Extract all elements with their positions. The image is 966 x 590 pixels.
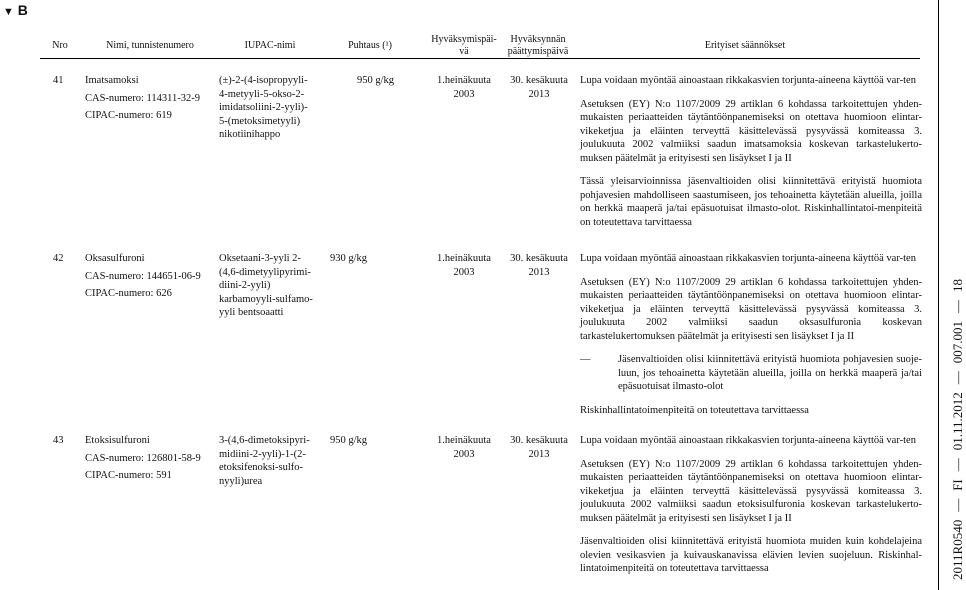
approval-date: 1.heinäkuuta 2003	[437, 75, 491, 100]
purity-value: 930 g/kg	[330, 253, 368, 264]
doc-lang: FI	[950, 479, 965, 491]
cas-number: CAS-numero: 126801-58-9	[85, 452, 201, 464]
approval-date: 1.heinäkuuta 2003	[437, 435, 491, 460]
substance-info	[85, 74, 215, 123]
expiry-date: 30. kesäkuuta 2013	[510, 253, 568, 278]
expiry-date: 30. kesäkuuta 2013	[510, 435, 568, 460]
cas-number: CAS-numero: 144651-06-9	[85, 270, 201, 282]
iupac-name: 3-(4,6-dimetoksipyri- midiini-2-yyli)-1-(2- etoksifenoksi-sulfo- nyyli)urea	[219, 435, 310, 487]
header-purity: Puhtaus (¹)	[348, 40, 392, 51]
substance-name: Imatsamoksi	[85, 75, 139, 86]
purity-value: 950 g/kg	[357, 75, 395, 86]
page-number: 18	[950, 278, 965, 292]
cipac-number: CIPAC-numero: 626	[85, 288, 172, 299]
provision-paragraph: Asetuksen (EY) N:o 1107/2009 29 artiklan 6 kohdassa tarkoitettujen yhden-mukaisten periaatteiden täytäntöönpanemiseksi on otettava huomioon elintar-vikeketjua ja eläinten terveyttä käsittelevässä pysyvässä komiteassa 3. joulukuuta 2002 valmiiksi saadun imatsamoksia koskevan tarkastelukerto-muksen päätelmät ja erityisesti sen lisäykset I ja II	[580, 98, 922, 164]
provision-list-item	[580, 353, 922, 394]
header-nro: Nro	[52, 40, 68, 51]
row-number: 41	[53, 75, 64, 86]
iupac-name: Oksetaani-3-yyli 2- (4,6-dimetyylipyrimi- diini-2-yyli) karbamoyyli-sulfamo- yyli bentsoaatti	[219, 253, 313, 318]
substance-info	[85, 434, 215, 483]
specific-provisions	[580, 434, 922, 576]
provision-paragraph: Asetuksen (EY) N:o 1107/2009 29 artiklan 6 kohdassa tarkoitettujen yhden-mukaisten periaatteiden täytäntöönpanemiseksi on otettava huomioon elintar-vikeketjua ja eläinten terveyttä käsittelevässä pysyvässä komiteassa 3. joulukuuta 2002 valmiiksi saadun oksasulfuronia koskevan tarkastelukertomuksen päätelmät ja erityisesti sen lisäykset I ja II	[580, 276, 922, 342]
substance-name: Oksasulfuroni	[85, 253, 145, 264]
header-expiry-date: Hyväksynnän päättymispäivä	[507, 34, 569, 57]
provision-paragraph: Lupa voidaan myöntää ainoastaan rikkakasvien torjunta-aineena käyttöä var-ten	[580, 435, 916, 446]
header-iupac: IUPAC-nimi	[244, 40, 296, 51]
iupac-name: (±)-2-(4-isopropyyli- 4-metyyli-5-okso-2- imidatsoliini-2-yyli)- 5-(metoksimetyyli) nikotiinihappo	[219, 75, 308, 140]
provision-paragraph: Tässä yleisarvioinnissa jäsenvaltioiden olisi kiinnitettävä erityistä huomiota pohjavesien mahdolliseen saastumiseen, jos tehoainetta käytetään alueilla, joilla on herkkä maaperä ja/tai epäsuotuisat ilmasto-olot. Riskinhallintatoi-menpiteitä on toteutettava tarvittaessa	[580, 176, 922, 228]
cipac-number: CIPAC-numero: 619	[85, 110, 172, 121]
provision-paragraph: Asetuksen (EY) N:o 1107/2009 29 artiklan 6 kohdassa tarkoitettujen yhden-mukaisten periaatteiden täytäntöönpanemiseksi on otettava huomioon elintar-vikeketjua ja eläinten terveyttä käsittelevässä pysyvässä komiteassa 3. joulukuuta 2002 valmiiksi saadun etoksisulfuronia koskevan tarkastelukerto-muksen päätelmät ja erityisesti sen lisäykset I ja II	[580, 458, 922, 524]
doc-version: 007.001	[950, 320, 965, 364]
provision-paragraph: Jäsenvaltioiden olisi kiinnitettävä erityistä huomiota muiden kuin kohdelajeina olevien vesikasvien ja kuivauskanavissa elävien levien suojeluun. Riskinhal-lintatoimenpiteitä on toteutettava tarvittaessa	[580, 536, 922, 574]
header-provisions: Erityiset säännökset	[704, 40, 786, 51]
header-approval-date: Hyväksymispäi- vä	[431, 34, 497, 57]
list-dash: —	[580, 354, 591, 365]
header-name: Nimi, tunnistenumero	[106, 40, 194, 51]
doc-date: 01.11.2012	[950, 392, 965, 451]
row-number: 42	[53, 253, 64, 264]
amendment-marker	[3, 2, 28, 18]
cipac-number: CIPAC-numero: 591	[85, 470, 172, 481]
provision-paragraph: Lupa voidaan myöntää ainoastaan rikkakasvien torjunta-aineena käyttöä var-ten	[580, 75, 916, 86]
specific-provisions	[580, 74, 922, 229]
provision-paragraph: Jäsenvaltioiden olisi kiinnitettävä erityistä huomiota pohjavesien suoje-luun, jos tehoainetta käytetään alueilla, joilla on herkkä maaperä ja/tai epäsuotuisat ilmasto-olot	[618, 354, 922, 392]
provision-paragraph: Riskinhallintatoimenpiteitä on toteutettava tarvittaessa	[580, 404, 809, 416]
specific-provisions	[580, 252, 922, 417]
expiry-date: 30. kesäkuuta 2013	[510, 75, 568, 100]
substance-name: Etoksisulfuroni	[85, 435, 150, 446]
purity-value: 950 g/kg	[330, 435, 368, 446]
provision-paragraph: Lupa voidaan myöntää ainoastaan rikkakasvien torjunta-aineena käyttöä var-ten	[580, 253, 916, 264]
amendment-letter: B	[17, 2, 28, 18]
approval-date: 1.heinäkuuta 2003	[437, 253, 491, 278]
substance-info	[85, 252, 215, 301]
row-number: 43	[53, 435, 64, 446]
side-divider	[938, 0, 939, 590]
cas-number: CAS-numero: 114311-32-9	[85, 92, 201, 104]
side-reference: 2011R0540—FI—01.11.2012—007.001—18	[950, 278, 965, 580]
doc-code: 2011R0540	[950, 519, 965, 580]
triangle-down-icon: ▼	[3, 6, 14, 18]
header-rule	[40, 58, 920, 59]
